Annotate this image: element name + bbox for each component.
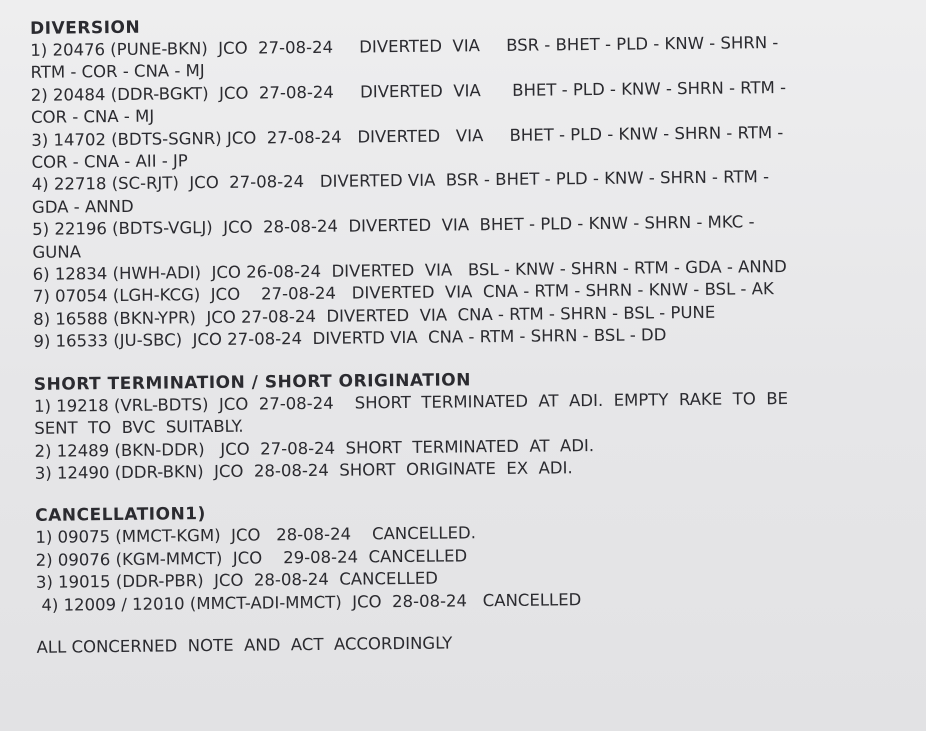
closing-note: ALL CONCERNED NOTE AND ACT ACCORDINGLY <box>36 633 453 657</box>
short-termination-line: 1) 19218 (VRL-BDTS) JCO 27-08-24 SHORT TERMINATED AT ADI. EMPTY RAKE TO BE <box>33 388 789 416</box>
diversion-line: 4) 22718 (SC-RJT) JCO 27-08-24 DIVERTED VIA BSR - BHET - PLD - KNW - SHRN - RTM - <box>31 167 770 195</box>
short-termination-section <box>24 364 915 485</box>
cancellation-line: 4) 12009 / 12010 (MMCT-ADI-MMCT) JCO 28-08-24 CANCELLED <box>36 589 582 615</box>
cancellation-line: 1) 09075 (MMCT-KGM) JCO 28-08-24 CANCELLED. <box>35 523 477 548</box>
diversion-line: RTM - COR - CNA - MJ <box>30 61 205 83</box>
short-termination-line: 2) 12489 (BKN-DDR) JCO 27-08-24 SHORT TERMINATED AT ADI. <box>34 435 595 461</box>
diversion-line: GUNA <box>32 242 82 262</box>
short-termination-line: 3) 12490 (DDR-BKN) JCO 28-08-24 SHORT ORIGINATE EX ADI. <box>34 458 573 483</box>
cancellation-heading: CANCELLATION1) <box>35 504 206 527</box>
notice-sheet <box>20 9 917 660</box>
short-termination-line: SENT TO BVC SUITABLY. <box>34 416 244 438</box>
diversion-line: GDA - ANND <box>31 196 134 217</box>
cancellation-line: 3) 19015 (DDR-PBR) JCO 28-08-24 CANCELLED <box>35 568 439 592</box>
diversion-line: COR - CNA - AII - JP <box>31 151 188 172</box>
diversion-line: COR - CNA - MJ <box>30 106 155 128</box>
short-termination-heading: SHORT TERMINATION / SHORT ORIGINATION <box>33 369 472 395</box>
cancellation-line: 2) 09076 (KGM-MMCT) JCO 29-08-24 CANCELLED <box>35 546 468 570</box>
diversion-section <box>20 9 913 354</box>
diversion-line: 8) 16588 (BKN-YPR) JCO 27-08-24 DIVERTED VIA CNA - RTM - SHRN - BSL - PUNE <box>33 302 716 329</box>
diversion-line: 1) 20476 (PUNE-BKN) JCO 27-08-24 DIVERTED VIA BSR - BHET - PLD - KNW - SHRN - <box>30 33 779 60</box>
diversion-line: 2) 20484 (DDR-BGKT) JCO 27-08-24 DIVERTED VIA BHET - PLD - KNW - SHRN - RTM - <box>30 77 787 105</box>
diversion-line: 9) 16533 (JU-SBC) JCO 27-08-24 DIVERTD VIA CNA - RTM - SHRN - BSL - DD <box>33 325 667 352</box>
diversion-heading: DIVERSION <box>30 17 141 39</box>
diversion-line: 7) 07054 (LGH-KCG) JCO 27-08-24 DIVERTED VIA CNA - RTM - SHRN - KNW - BSL - AK <box>32 279 774 307</box>
cancellation-section <box>25 496 916 617</box>
diversion-line: 5) 22196 (BDTS-VGLJ) JCO 28-08-24 DIVERTED VIA BHET - PLD - KNW - SHRN - MKC - <box>32 212 755 240</box>
diversion-line: 3) 14702 (BDTS-SGNR) JCO 27-08-24 DIVERTED VIA BHET - PLD - KNW - SHRN - RTM - <box>31 122 784 150</box>
diversion-line: 6) 12834 (HWH-ADI) JCO 26-08-24 DIVERTED VIA BSL - KNW - SHRN - RTM - GDA - ANND <box>32 257 787 284</box>
